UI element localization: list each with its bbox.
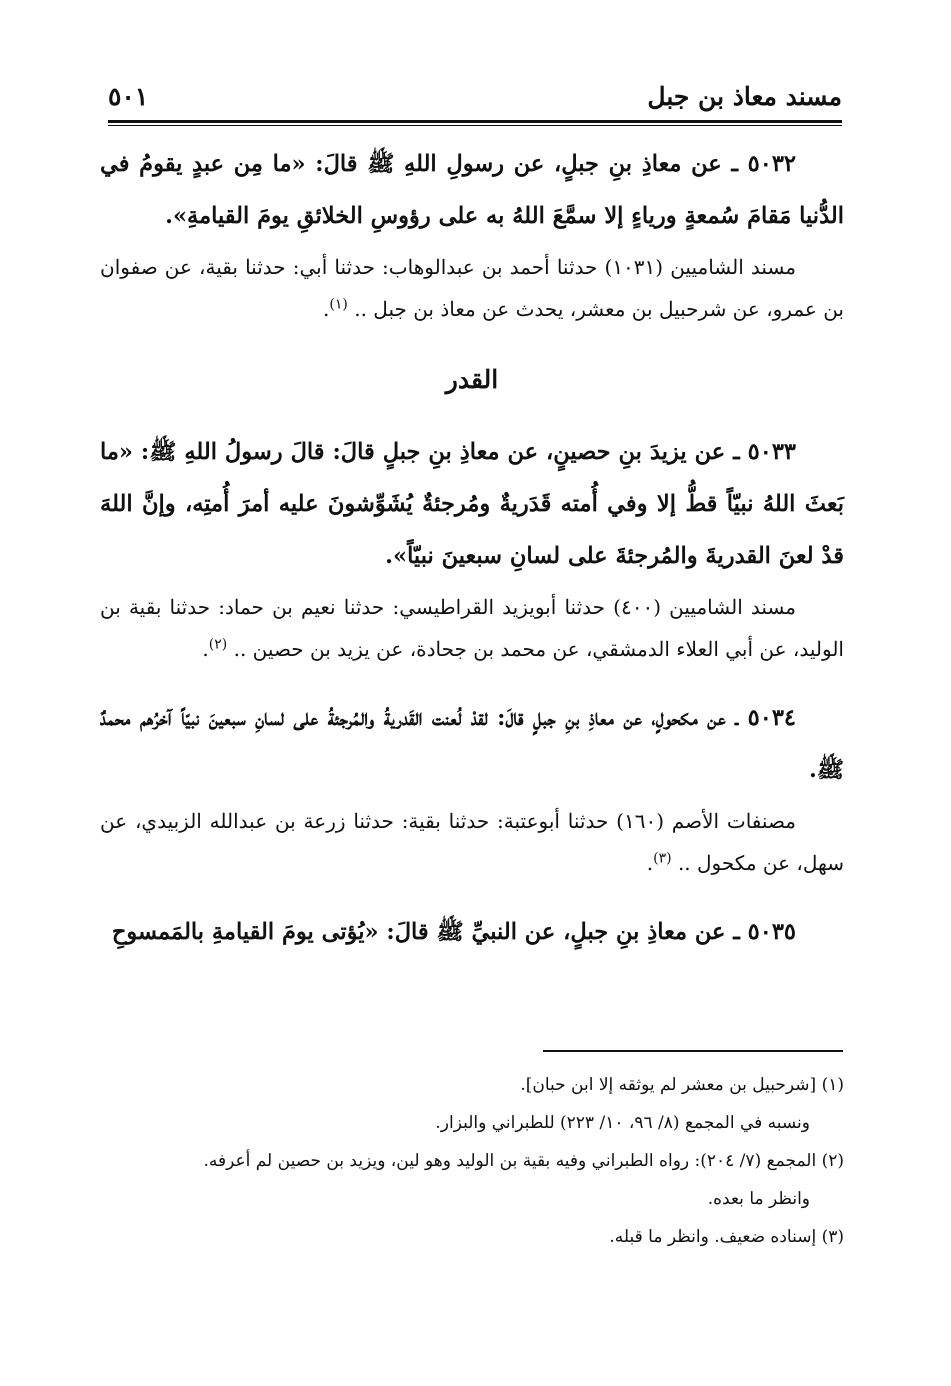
hadith-5034: ٥٠٣٤ ـ عن مكحولٍ، عن معاذِ بنِ جبلٍ قالَ: لقدْ لُعنت القَدريةُ والمُرجئةُ على لسانِ سبعينَ نبيّاً آخرُهم محمدٌ ﷺ. — [100, 705, 844, 783]
spacer — [100, 670, 844, 692]
footnote-1-continued: ونسبه في المجمع (٨/ ٩٦، ١٠/ ٢٢٣) للطبراني والبزار. — [435, 1113, 810, 1133]
footnote-2: (٢) المجمع (٧/ ٢٠٤): رواه الطبراني وفيه بقية بن الوليد وهو لين، ويزيد بن حصين لم أعرفه. — [203, 1151, 844, 1171]
source-text: مصنفات الأصم (١٦٠) حدثنا أبوعتبة: حدثنا بقية: حدثنا زرعة بن عبدالله الزبيدي، عن سهل، عن مكحول .. — [100, 809, 844, 875]
source-5032: مسند الشاميين (١٠٣١) حدثنا أحمد بن عبدالوهاب: حدثنا أبي: حدثنا بقية، عن صفوان بن عمرو، عن شرحبيل بن معشر، يحدث عن معاذ بن جبل .. $^{(١)}$. — [100, 255, 844, 321]
chapter-title: القدر — [445, 365, 499, 394]
footnotes — [100, 1066, 844, 1256]
running-title: مسند معاذ بن جبل — [647, 82, 842, 111]
footnote-1: (١) [شرحبيل بن معشر لم يوثقه إلا ابن حبان]. — [520, 1075, 844, 1095]
header-rule-thin — [108, 125, 842, 126]
footnote-separator — [543, 1050, 843, 1052]
source-text: مسند الشاميين (٤٠٠) حدثنا أبويزيد القراطيسي: حدثنا نعيم بن حماد: حدثنا بقية بن الوليد، عن أبي العلاء الدمشقي، عن محمد بن جحادة، عن يزيد بن حصين .. — [100, 595, 844, 661]
footnote-ref-1: (١) — [329, 296, 348, 313]
footnote-3: (٣) إسناده ضعيف. وانظر ما قبله. — [609, 1227, 844, 1247]
footnote-ref-3: (٣) — [653, 850, 672, 867]
footnote-ref-2: (٢) — [208, 636, 228, 653]
source-5034: مصنفات الأصم (١٦٠) حدثنا أبوعتبة: حدثنا بقية: حدثنا زرعة بن عبدالله الزبيدي، عن سهل، عن مكحول .. $^{(٣)}$. — [100, 809, 844, 875]
page-body — [100, 138, 844, 958]
page-number: ٥٠١ — [108, 82, 149, 111]
spacer — [100, 884, 844, 906]
source-5033: مسند الشاميين (٤٠٠) حدثنا أبويزيد القراطيسي: حدثنا نعيم بن حماد: حدثنا بقية بن الوليد، عن أبي العلاء الدمشقي، عن محمد بن جحادة، عن يزيد بن حصين .. $^{(٢)}$. — [100, 595, 844, 661]
header-rule-thick — [108, 120, 842, 123]
hadith-5032: ٥٠٣٢ ـ عن معاذِ بنِ جبلٍ، عن رسولِ اللهِ ﷺ قالَ: «ما مِن عبدٍ يقومُ في الدُّنيا مَقامَ سُمعةٍ ورياءٍ إلا سمَّعَ اللهُ به على رؤوسِ الخلائقِ يومَ القيامةِ». — [100, 151, 844, 229]
source-text: مسند الشاميين (١٠٣١) حدثنا أحمد بن عبدالوهاب: حدثنا أبي: حدثنا بقية، عن صفوان بن عمرو، عن شرحبيل بن معشر، يحدث عن معاذ بن جبل .. — [100, 255, 844, 321]
page-header — [108, 76, 842, 116]
footnote-2-continued: وانظر ما بعده. — [707, 1189, 810, 1209]
hadith-5033: ٥٠٣٣ ـ عن يزيدَ بنِ حصينٍ، عن معاذِ بنِ جبلٍ قالَ: قالَ رسولُ اللهِ ﷺ: «ما بَعثَ اللهُ نبيّاً قطُّ إلا وفي أُمته قَدَريةٌ ومُرجئةٌ يُشَوِّشونَ عليه أمرَ أُمتِه، وإنَّ اللهَ قدْ لعنَ القدريةَ والمُرجئةَ على لسانِ سبعينَ نبيّاً». — [100, 439, 844, 569]
hadith-5035: ٥٠٣٥ ـ عن معاذِ بنِ جبلٍ، عن النبيِّ ﷺ قالَ: «يُؤتى يومَ القيامةِ بالمَمسوحِ — [111, 919, 796, 945]
